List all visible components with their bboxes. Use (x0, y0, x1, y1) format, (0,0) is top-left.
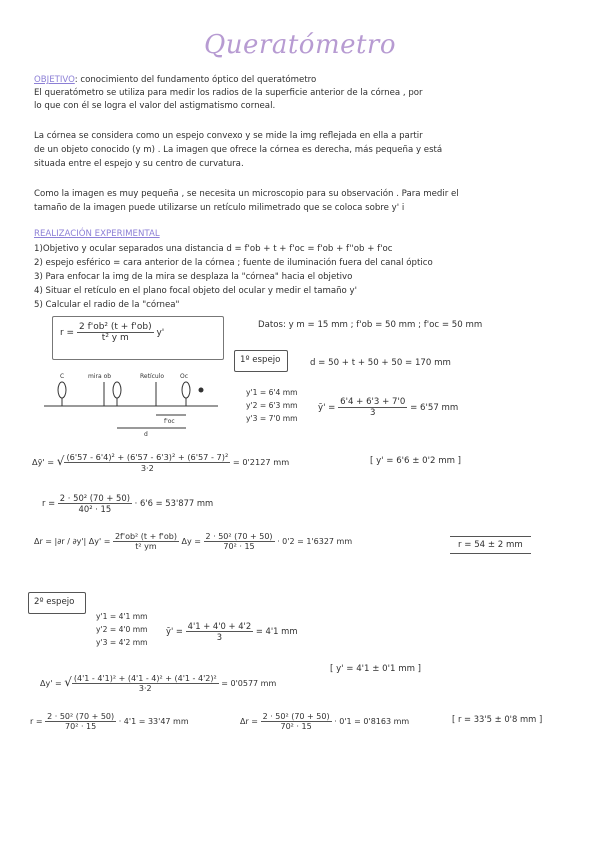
datos-line: Datos: y m = 15 mm ; f'ob = 50 mm ; f'oc = 50 mm (258, 320, 483, 330)
e1-dr-frac2-den: 70² · 15 (223, 542, 255, 551)
e1-measure-1: y'1 = 6'4 mm (246, 388, 298, 397)
e1-mean-fraction (338, 397, 407, 418)
e1-r-den: 40² · 15 (78, 504, 112, 514)
objetivo-line-2: El queratómetro se utiliza para medir los radios de la superficie anterior de la córnea , por (34, 88, 423, 98)
e1-result-y-text: y' = 6'6 ± 0'2 mm (376, 456, 455, 466)
e2-r-den: 70² · 15 (65, 722, 97, 731)
intro-p2-line-1: Como la imagen es muy pequeña , se necesita un microscopio para su observación . Para medir el (34, 189, 459, 199)
objetivo-line-3: lo que con él se logra el valor del astigmatismo corneal. (34, 101, 276, 111)
step-4: 4) Situar el retículo en el plano focal objeto del ocular y medir el tamaño y' (34, 286, 357, 296)
objetivo-heading: OBJETIVO (34, 75, 75, 85)
e2-r-fraction (45, 712, 116, 731)
objetivo-line-1 (34, 75, 316, 86)
e2-sigma-value: = 0'0577 mm (221, 679, 277, 688)
e1-sigma-num: (6'57 - 6'4)² + (6'57 - 6'3)² + (6'57 - 7)² (66, 452, 229, 462)
e2-dr-den: 70² · 15 (280, 722, 312, 731)
formula-lhs: r = (60, 328, 75, 338)
e1-sigma-lhs: Δȳ' = (32, 457, 55, 467)
intro-p1-line-2: de un objeto conocido (y m) . La imagen que ofrece la córnea es derecha, más pequeña y está (34, 145, 443, 155)
e1-measure-3: y'3 = 7'0 mm (246, 414, 298, 423)
e1-dr-frac1-den: t² ym (135, 542, 157, 551)
e2-dr-fraction (261, 712, 332, 731)
label-oc: Oc (180, 373, 189, 380)
e2-result-y: [ y' = 4'1 ± 0'1 mm ] (330, 664, 422, 674)
formula-suffix: y' (156, 328, 165, 338)
e1-dr-mid: Δy = (181, 537, 201, 546)
e2-mean (166, 621, 297, 642)
e1-sigma-value: = 0'2127 mm (232, 457, 290, 467)
e2-measure-2: y'2 = 4'0 mm (96, 625, 148, 634)
e2-mean-value: = 4'1 mm (255, 626, 298, 636)
e1-result-y: [ y' = 6'6 ± 0'2 mm ] (370, 456, 462, 466)
cornea-mirror (58, 382, 66, 398)
e2-mean-num: 4'1 + 4'0 + 4'2 (187, 621, 252, 631)
intro-p1-line-3: situada entre el espejo y su centro de curvatura. (34, 159, 244, 169)
optical-diagram (40, 368, 230, 438)
e1-r-num: 2 · 50² (70 + 50) (59, 493, 130, 503)
e2-dr-num: 2 · 50² (70 + 50) (262, 712, 330, 721)
e2-measure-1: y'1 = 4'1 mm (96, 612, 148, 621)
e1-dr-lhs: Δr = |∂r / ∂y'| Δy' = (34, 537, 111, 546)
e2-dr-value: · 0'1 = 0'8163 mm (334, 717, 410, 726)
step-1: 1)Objetivo y ocular separados una distancia d = f'ob + t + f'oc = f'ob + f''ob + f'oc (34, 244, 393, 254)
radius-formula (60, 322, 164, 343)
e2-result-r-text: r = 33'5 ± 0'8 mm (457, 714, 537, 724)
e2-r-value: · 4'1 = 33'47 mm (118, 717, 189, 726)
step-2: 2) espejo esférico = cara anterior de la córnea ; fuente de iluminación fuera del canal óptico (34, 258, 433, 268)
e2-measure-3: y'3 = 4'2 mm (96, 638, 148, 647)
e2-sigma: Δy' = √ $\frac{\text{(4'1 - 4'1)² + (4'1 - 4)² + (4'1 - 4'2)²}}{3\cdot 2}$ = 0'0577 mm (40, 674, 277, 693)
e1-r-value: · 6'6 = 53'877 mm (134, 498, 214, 508)
e1-mean-num: 6'4 + 6'3 + 7'0 (340, 397, 406, 407)
e2-mean-den: 3 (216, 632, 223, 642)
e1-dr-value: · 0'2 = 1'6327 mm (277, 537, 353, 546)
label-d: d (144, 431, 148, 438)
e2-radius (30, 712, 189, 731)
e1-measure-2: y'2 = 6'3 mm (246, 401, 298, 410)
e1-dr-frac1-num: 2f'ob² (t + f'ob) (114, 532, 177, 541)
e1-dr-frac-1 (113, 532, 179, 551)
label-mira-ob: mira ob (88, 373, 112, 380)
label-reticulo: Retículo (140, 373, 165, 380)
e2-sigma-den: 3·2 (138, 684, 152, 693)
e1-mean-label: ȳ' = (318, 403, 336, 413)
formula-fraction (77, 322, 154, 343)
e2-mean-fraction (186, 621, 254, 642)
intro-p1-line-1: La córnea se considera como un espejo convexo y se mide la img reflejada en ella a partir (34, 131, 423, 141)
formula-denominator: t² y m (101, 333, 129, 343)
e2-delta-r (240, 712, 409, 731)
e2-r-num: 2 · 50² (70 + 50) (47, 712, 115, 721)
espejo-2-label: 2º espejo (34, 597, 75, 607)
espejo-1-label: 1º espejo (240, 355, 281, 365)
e2-result-r: [ r = 33'5 ± 0'8 mm ] (452, 714, 543, 724)
step-3: 3) Para enfocar la img de la mira se desplaza la "córnea" hacia el objetivo (34, 272, 353, 282)
e1-r-lhs: r = (42, 498, 56, 508)
e1-sigma-den: 3·2 (140, 463, 154, 473)
objective-lens (113, 382, 121, 398)
formula-numerator: 2 f'ob² (t + f'ob) (78, 322, 152, 332)
e1-mean-value: = 6'57 mm (410, 403, 459, 413)
e1-mean (318, 397, 458, 418)
e2-mean-label: ȳ' = (166, 626, 183, 636)
label-c: C (60, 373, 65, 380)
e2-r-lhs: r = (30, 717, 43, 726)
eye-icon (199, 388, 204, 393)
label-foc: f'oc (164, 418, 175, 425)
e2-sigma-num: (4'1 - 4'1)² + (4'1 - 4)² + (4'1 - 4'2)² (73, 674, 217, 683)
e2-sigma-lhs: Δy' = (40, 679, 62, 688)
e1-result-r: r = 54 ± 2 mm (450, 536, 531, 554)
page-title: Queratómetro (203, 30, 397, 60)
e1-dr-frac2-num: 2 · 50² (70 + 50) (205, 532, 273, 541)
step-5: 5) Calcular el radio de la "córnea" (34, 300, 180, 310)
e1-r-fraction (58, 493, 132, 514)
ocular-lens (182, 382, 190, 398)
e1-mean-den: 3 (370, 408, 376, 418)
e1-sigma: Δȳ' = √ $\frac{\text{(6'57 - 6'4)² + (6'57 - 6'3)² + (6'57 - 7)²}}{3\cdot 2}$ = 0'2127 mm (32, 452, 290, 473)
realizacion-heading: REALIZACIÓN EXPERIMENTAL (34, 229, 160, 239)
e1-sigma-fraction (64, 452, 230, 473)
e2-dr-lhs: Δr = (240, 717, 259, 726)
intro-p2-line-2: tamaño de la imagen puede utilizarse un retículo milimetrado que se coloca sobre y' i (34, 203, 405, 213)
e2-sigma-fraction (72, 674, 219, 693)
objetivo-text: : conocimiento del fundamento óptico del queratómetro (74, 75, 317, 85)
e1-dr-frac-2 (204, 532, 275, 551)
espejo-1-distance: d = 50 + t + 50 + 50 = 170 mm (310, 358, 451, 368)
e1-radius (42, 493, 213, 514)
e1-delta-r (34, 532, 352, 551)
e2-result-y-text: y' = 4'1 ± 0'1 mm (336, 664, 415, 674)
